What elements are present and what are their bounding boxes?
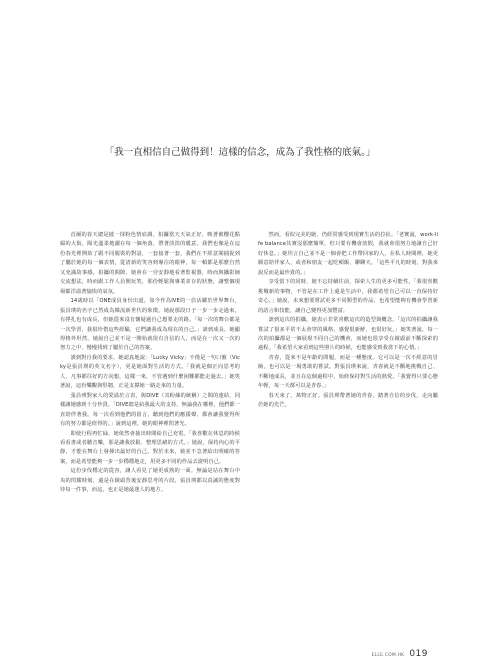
page-number: 019 bbox=[409, 649, 428, 659]
right-column bbox=[258, 231, 438, 411]
paragraph: 談到這次的拍攝，她表示非常喜歡這次的造型與概念。「這次的拍攝讓我嘗試了很多平常不太會穿的風格，感覺很新鮮，也很好玩。」她笑著說，每一次的拍攝都是一個展現不同自己的機會，而她也很享受在鏡頭前不斷探索的過程。「我希望大家看到這些照片的時候，也能感受到我當下的心情。」 bbox=[258, 317, 438, 352]
paragraph: 張員瑛對家人的愛溢於言表，與DIVE（其粉絲的統稱）之間的連結，同樣讓她感到十分珍貴。「DIVE總是給我最大的支持，無論我在哪裡，他們都一直陪伴著我。每一次看到他們的留言、聽到他們的應援聲，都會讓我覺得所有的努力都是值得的。」說到這裡，她的眼神裡閃著光。 bbox=[60, 392, 240, 428]
paragraph: 青春，從來不是年齡的問題，而是一種態度。它可以是一次不經意的冒險，也可以是一場勇敢的嘗試。對張員瑛來說，青春就是不斷地挑戰自己、不斷地成長，並且在這個過程中，始終保持對生活的熱愛。「我覺得只要心態年輕，每一天都可以是青春。」 bbox=[258, 354, 438, 390]
paragraph: 然而，看似完美的她，仍經常感受到現實生活的拉扯。「老實說，work-life balance其實沒那麼簡單，但只要有機會放假，我就會很努力地讓自己好好休息。」她坦言自己並不是一個會把工作帶回家的人，在私人時間裡，她更願意陪伴家人，或者和朋友一起吃頓飯、聊聊天。「這些平凡的時刻，對我來說反而是最珍貴的。」 bbox=[258, 232, 438, 276]
paragraph: 這份步伐穩定的從容，讓人看見了她更成熟的一面。無論是站在舞台中央的閃耀時刻，還是在鏡頭背後安靜思考的片段，張員瑛都以真誠的態度對待每一件事，而這，也正是她最迷人的地方。 bbox=[60, 468, 240, 494]
site-url: ELLE.COM.HK bbox=[371, 653, 405, 658]
paragraph: 首爾的春天總是披一抹粉色情底調。拍攝當天天氣正好，映著被櫻花點綴的大街，陽光溫柔地灑在每一個角落，帶著淡淡的暖意。我們也像是在這份春光裡開始了跟不同服裝的對話，一套接著一套，我們在不經意間捕捉到了屬於她的每一個表情，從清新的笑容到專注的眼神，每一幀都是那麼自然又充滿故事感。拍攝的間隙，她會在一旁安靜地看著監視器，時而與攝影師交流想法，時而跟工作人員開玩笑，那份輕鬆與專業並存的狀態，讓整個現場都洋溢著愉快的氣氛。 bbox=[60, 232, 240, 295]
paragraph: 春天來了，萬物正好。張員瑛帶著她的青春，踏著自信的步伐，走向屬於她的光芒。 bbox=[258, 392, 438, 409]
paragraph: 享受當下的同時，她不忘持續往前，探索人生的更多可能性。「我很喜歡挑戰新的事物，不管是在工作上還是生活中，我都希望自己可以一直保持好奇心。」她說，未來想要嘗試更多不同類型的作品，也希望能夠有機會學習新的語言和技能，讓自己變得更加豐富。 bbox=[258, 279, 438, 314]
paragraph: 談到對自我的要求，她認真地說：「Lucky Vicky」不僅是一句口號（Vicky是張員瑛的英文名字），更是她面對生活的方式。「我就是個正向思考的人，凡事都往好的方向想，這樣一來，不管遇到什麼困難都能走過去。」她笑著說，這份樂觀與堅韌，正是支撐她一路走來的力量。 bbox=[60, 354, 240, 390]
paragraph: 即使行程再忙碌，她依然會抽出時間給自己充電。「我喜歡在休息的時候看看書或者聽音樂，那是讓我放鬆、整理思緒的方式。」她說，保持內心的平靜，才能在舞台上發揮出最好的自己。對於未來，她並不急著給出明確的答案，而是希望能夠一步一步穩穩地走，用更多不同的作品去證明自己。 bbox=[60, 430, 240, 465]
paragraph: 14歲時以「ONE成員身份出道，如今作為IVE的一員活躍於世界舞台，張員瑛的名字已然成為韓流新世代的象徵。她說那段日子一步一步走過來，有掙扎也有成長，但她從來沒有懷疑過自己想要走的路。「每一次的舞台都是一次學習，我很珍惜這些經驗，它們讓我成為現在的自己。」談到成長，她顯得格外坦然，她說自己並不是一開始就很有自信的人，而是在一次又一次的努力之中，慢慢找到了屬於自己的答案。 bbox=[60, 298, 240, 352]
left-column bbox=[60, 231, 240, 496]
pull-quote: 「我一直相信自己做得到！這樣的信念，成為了我性格的底氣。」 bbox=[104, 147, 376, 158]
page-footer bbox=[372, 649, 428, 659]
